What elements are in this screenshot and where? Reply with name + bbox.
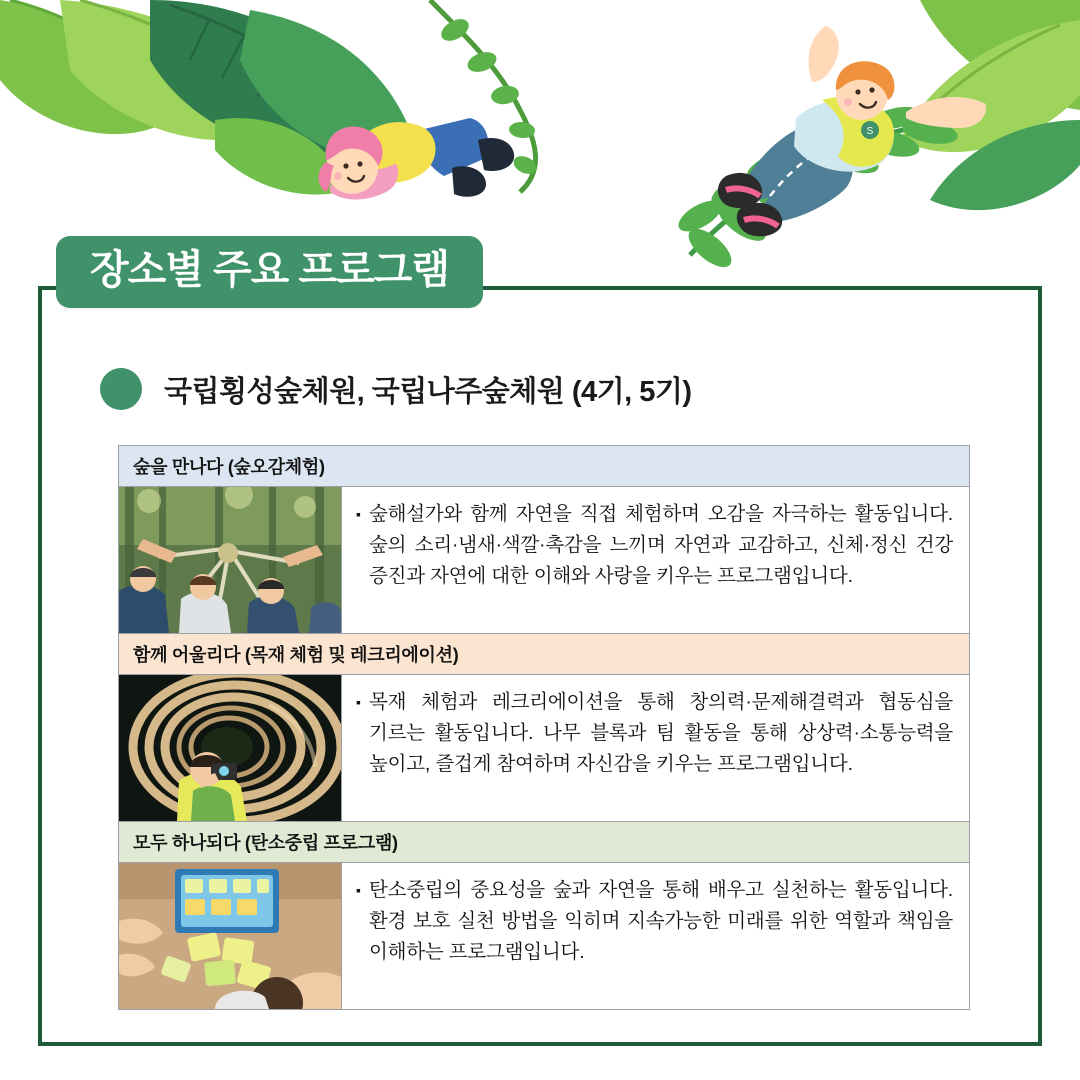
desc-bullet-icon-2: ▪ [356,694,361,710]
program-row-3 [119,863,969,1009]
svg-text:S: S [866,126,874,137]
carbon-neutral-boardgame-photo [119,863,342,1009]
desc-bullet-icon-3: ▪ [356,882,361,898]
program-title-2: 함께 어울리다 (목재 체험 및 레크리에이션) [119,634,969,675]
wood-tunnel-activity-photo [119,675,342,821]
forest-rope-activity-photo [119,487,342,633]
program-description-text-1: 숲해설가와 함께 자연을 직접 체험하며 오감을 자극하는 활동입니다. 숲의 소리·냄새·색깔·촉감을 느끼며 자연과 교감하고, 신체·정신 건강 증진과 자연에 대한 이해와 사랑을 키우는 프로그램입니다. [368,503,953,587]
program-description-2 [342,675,969,821]
content-panel [38,286,1042,1046]
program-description-1 [342,487,969,633]
program-title-1: 숲을 만나다 (숲오감체험) [119,446,969,487]
program-table [118,445,970,1010]
desc-bullet-icon-1: ▪ [356,506,361,522]
venue-heading [100,368,692,410]
venue-heading-label: 국립횡성숲체원, 국립나주숲체원 (4기, 5기) [164,375,692,408]
program-row-1 [119,487,969,634]
program-description-text-3: 탄소중립의 중요성을 숲과 자연을 통해 배우고 실천하는 활동입니다. 환경 보호 실천 방법을 익히며 지속가능한 미래를 위한 역할과 책임을 이해하는 프로그램입니다. [368,879,953,963]
program-title-3: 모두 하나되다 (탄소중립 프로그램) [119,822,969,863]
program-description-text-2: 목재 체험과 레크리에이션을 통해 창의력·문제해결력과 협동심을 기르는 활동입니다. 나무 블록과 팀 활동을 통해 상상력·소통능력을 높이고, 즐겁게 참여하며 자신감을 키우는 프로그램입니다. [368,691,953,775]
bullet-dot-icon [100,368,142,410]
program-row-2 [119,675,969,822]
page-title: 장소별 주요 프로그램 [90,248,449,292]
section-ribbon [56,236,483,308]
program-description-3 [342,863,969,1009]
